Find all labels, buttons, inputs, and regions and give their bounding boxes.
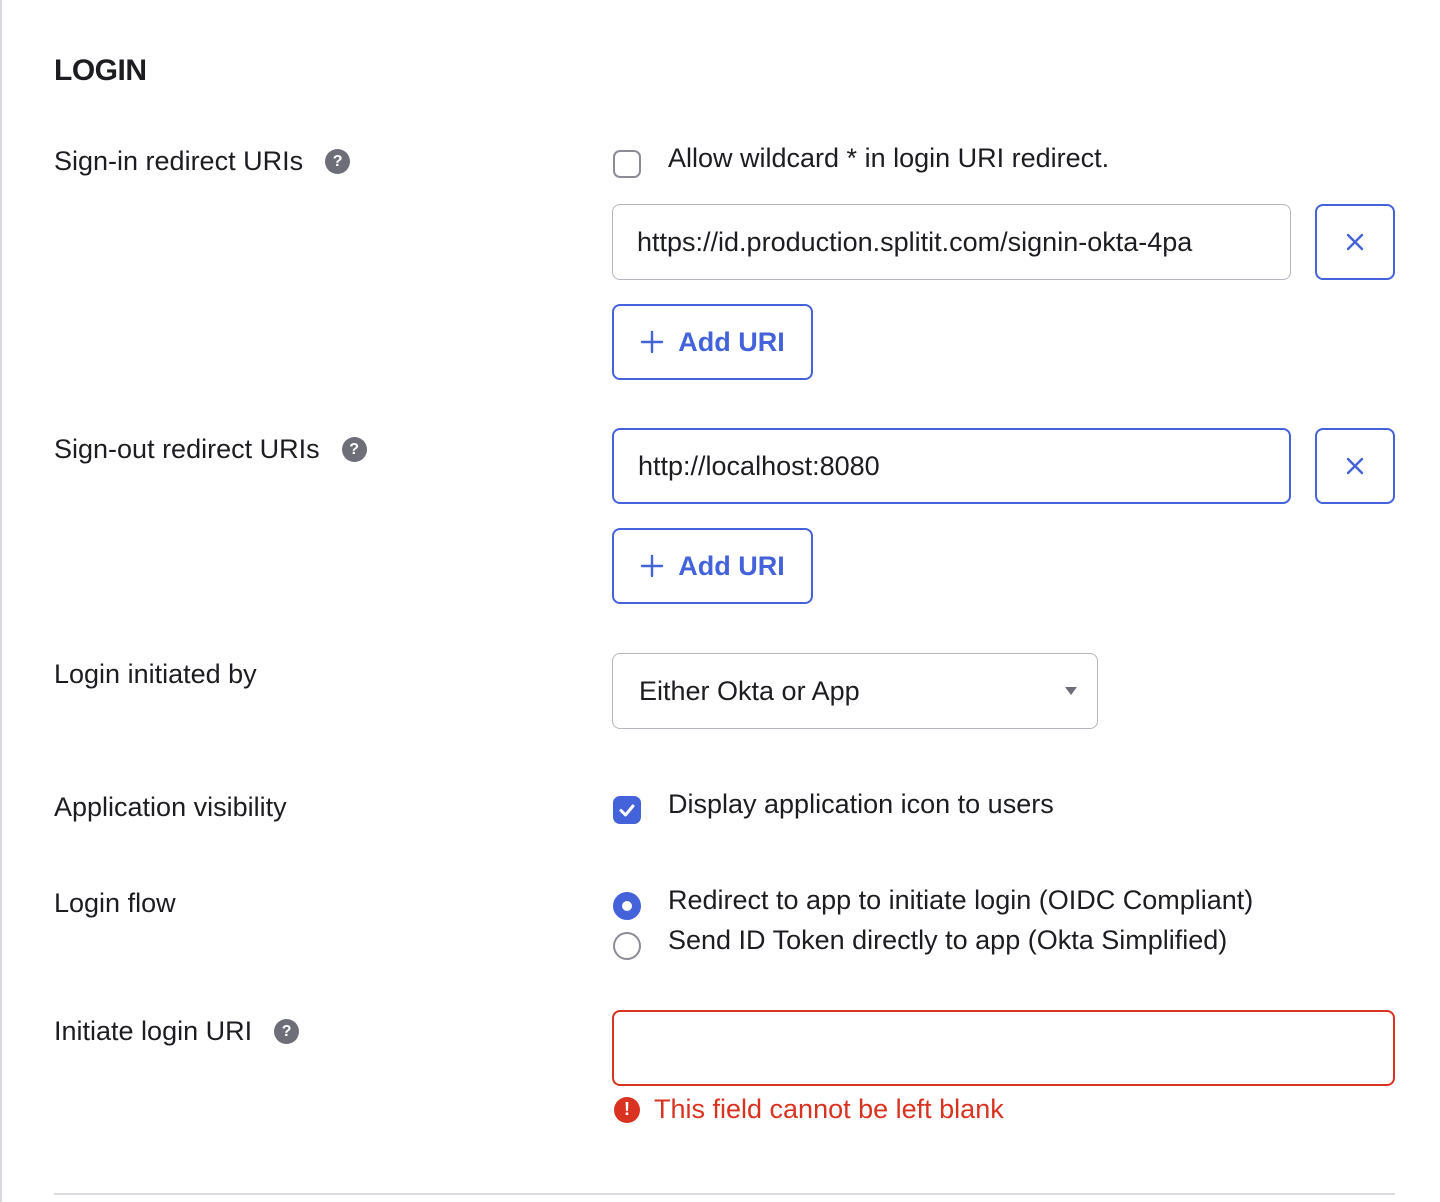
section-title: LOGIN (54, 54, 147, 87)
plus-icon (640, 330, 664, 354)
login-initiated-label-row (54, 659, 257, 690)
initiate-login-uri-input[interactable] (612, 1010, 1395, 1086)
add-uri-label: Add URI (678, 550, 785, 581)
login-flow-label-row (54, 888, 176, 919)
signin-uri-input[interactable] (612, 204, 1291, 280)
login-initiated-value: Either Okta or App (639, 675, 860, 706)
error-text: This field cannot be left blank (654, 1094, 1004, 1124)
display-icon-checkbox[interactable] (613, 796, 641, 824)
login-flow-radio-okta-simplified[interactable] (613, 932, 641, 960)
login-flow-option-oidc[interactable]: Redirect to app to initiate login (OIDC Compliant) (668, 885, 1254, 915)
allow-wildcard-label[interactable]: Allow wildcard * in login URI redirect. (668, 143, 1110, 173)
app-visibility-label-row (54, 792, 287, 823)
help-icon[interactable]: ? (342, 437, 367, 462)
error-icon: ! (614, 1097, 640, 1123)
chevron-down-icon (1065, 687, 1077, 695)
initiate-login-uri-label: Initiate login URI (54, 1016, 253, 1046)
help-icon[interactable]: ? (274, 1019, 299, 1044)
checkmark-icon (617, 800, 637, 820)
app-visibility-label: Application visibility (54, 792, 287, 822)
login-flow-radio-oidc[interactable] (613, 892, 641, 920)
signin-redirect-label-row (54, 146, 350, 177)
remove-signout-uri-button[interactable] (1315, 428, 1395, 504)
login-flow-label: Login flow (54, 888, 176, 918)
signout-redirect-label-row (54, 434, 367, 465)
display-icon-label[interactable]: Display application icon to users (668, 789, 1054, 819)
login-flow-option-okta-simplified[interactable]: Send ID Token directly to app (Okta Simplified) (668, 925, 1228, 955)
remove-signin-uri-button[interactable] (1315, 204, 1395, 280)
add-uri-label: Add URI (678, 326, 785, 357)
add-signout-uri-button[interactable] (612, 528, 813, 604)
section-divider (54, 1193, 1395, 1195)
add-signin-uri-button[interactable] (612, 304, 813, 380)
login-initiated-label: Login initiated by (54, 659, 257, 689)
close-icon (1345, 232, 1365, 252)
signin-redirect-label: Sign-in redirect URIs (54, 146, 304, 176)
initiate-login-uri-label-row (54, 1016, 299, 1047)
plus-icon (640, 554, 664, 578)
signout-redirect-label: Sign-out redirect URIs (54, 434, 320, 464)
help-icon[interactable]: ? (325, 149, 350, 174)
signout-uri-input[interactable] (612, 428, 1291, 504)
login-initiated-select[interactable] (612, 653, 1098, 729)
close-icon (1345, 456, 1365, 476)
allow-wildcard-checkbox[interactable] (613, 150, 641, 178)
initiate-login-uri-error (614, 1094, 1004, 1125)
